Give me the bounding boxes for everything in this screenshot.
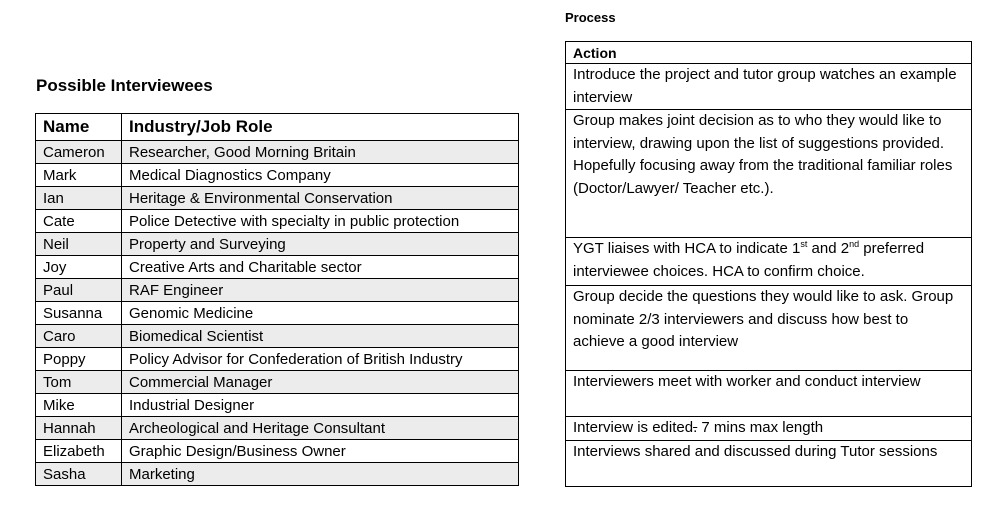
interviewee-name: Hannah xyxy=(36,417,122,440)
interviewee-role: Genomic Medicine xyxy=(122,302,519,325)
process-step-3-text-c: preferred interviewee choices. HCA to confirm choice. xyxy=(573,240,925,280)
table-header-row xyxy=(36,114,519,141)
interviewee-role: Medical Diagnostics Company xyxy=(122,164,519,187)
interviewee-role: Archeological and Heritage Consultant xyxy=(122,417,519,440)
interviewee-name: Joy xyxy=(36,256,122,279)
interviewee-name: Mike xyxy=(36,394,122,417)
interviewee-role: Industrial Designer xyxy=(122,394,519,417)
process-table xyxy=(565,41,972,487)
table-row xyxy=(36,463,519,486)
process-step-1: Introduce the project and tutor group watches an example interview xyxy=(566,64,972,110)
process-step-3-text-b: and 2 xyxy=(807,240,850,257)
table-row xyxy=(36,233,519,256)
table-row xyxy=(36,279,519,302)
table-row xyxy=(36,348,519,371)
table-row xyxy=(36,187,519,210)
interviewee-role: Heritage & Environmental Conservation xyxy=(122,187,519,210)
interviewee-role: RAF Engineer xyxy=(122,279,519,302)
interviewee-name: Elizabeth xyxy=(36,440,122,463)
interviewee-name: Tom xyxy=(36,371,122,394)
table-row xyxy=(36,164,519,187)
interviewee-name: Poppy xyxy=(36,348,122,371)
column-header-name: Name xyxy=(36,114,122,141)
interviewee-name: Cameron xyxy=(36,141,122,164)
column-header-action: Action xyxy=(566,42,972,64)
interviewee-role: Policy Advisor for Confederation of British Industry xyxy=(122,348,519,371)
process-step-3-text-a: YGT liaises with HCA to indicate 1 xyxy=(573,240,801,257)
table-header-row xyxy=(566,42,972,64)
table-row xyxy=(36,440,519,463)
interviewee-name: Susanna xyxy=(36,302,122,325)
interviewee-name: Caro xyxy=(36,325,122,348)
interviewees-heading: Possible Interviewees xyxy=(36,76,213,95)
interviewee-name: Cate xyxy=(36,210,122,233)
process-step-7: Interviews shared and discussed during Tutor sessions xyxy=(566,440,972,486)
interviewee-role: Police Detective with specialty in public protection xyxy=(122,210,519,233)
interviewee-role: Commercial Manager xyxy=(122,371,519,394)
interviewee-role: Researcher, Good Morning Britain xyxy=(122,141,519,164)
process-step xyxy=(566,286,972,371)
process-step-3 xyxy=(566,238,972,286)
table-row xyxy=(36,325,519,348)
table-row xyxy=(36,141,519,164)
process-step xyxy=(566,110,972,238)
process-step xyxy=(566,371,972,417)
table-row xyxy=(36,371,519,394)
interviewee-role: Marketing xyxy=(122,463,519,486)
table-row xyxy=(36,394,519,417)
interviewee-name: Sasha xyxy=(36,463,122,486)
table-row xyxy=(36,302,519,325)
process-step-4: Group decide the questions they would like to ask. Group nominate 2/3 interviewers and discuss how best to achieve a good interview xyxy=(566,286,972,371)
column-header-role: Industry/Job Role xyxy=(122,114,519,141)
process-step xyxy=(566,417,972,441)
interviewee-role: Creative Arts and Charitable sector xyxy=(122,256,519,279)
process-step xyxy=(566,440,972,486)
process-step-2: Group makes joint decision as to who they would like to interview, drawing upon the list of suggestions provided. Hopefully focusing away from the traditional familiar roles (Doctor/Lawyer/ Teacher etc.). xyxy=(566,110,972,238)
process-step xyxy=(566,238,972,286)
interviewees-table xyxy=(35,113,519,486)
ordinal-suffix: nd xyxy=(849,239,860,249)
process-heading: Process xyxy=(565,10,616,25)
interviewee-role: Graphic Design/Business Owner xyxy=(122,440,519,463)
process-step-6 xyxy=(566,417,972,441)
process-step-5: Interviewers meet with worker and conduct interview xyxy=(566,371,972,417)
interviewee-name: Neil xyxy=(36,233,122,256)
struck-period: . xyxy=(693,419,698,436)
interviewee-role: Property and Surveying xyxy=(122,233,519,256)
table-row xyxy=(36,417,519,440)
interviewee-role: Biomedical Scientist xyxy=(122,325,519,348)
process-step-6-text-a: Interview is edited xyxy=(573,419,694,436)
process-step xyxy=(566,64,972,110)
interviewee-name: Ian xyxy=(36,187,122,210)
interviewee-name: Paul xyxy=(36,279,122,302)
process-step-6-text-b: 7 mins max length xyxy=(697,419,824,436)
ordinal-suffix: st xyxy=(800,239,808,249)
interviewee-name: Mark xyxy=(36,164,122,187)
table-row xyxy=(36,210,519,233)
table-row xyxy=(36,256,519,279)
